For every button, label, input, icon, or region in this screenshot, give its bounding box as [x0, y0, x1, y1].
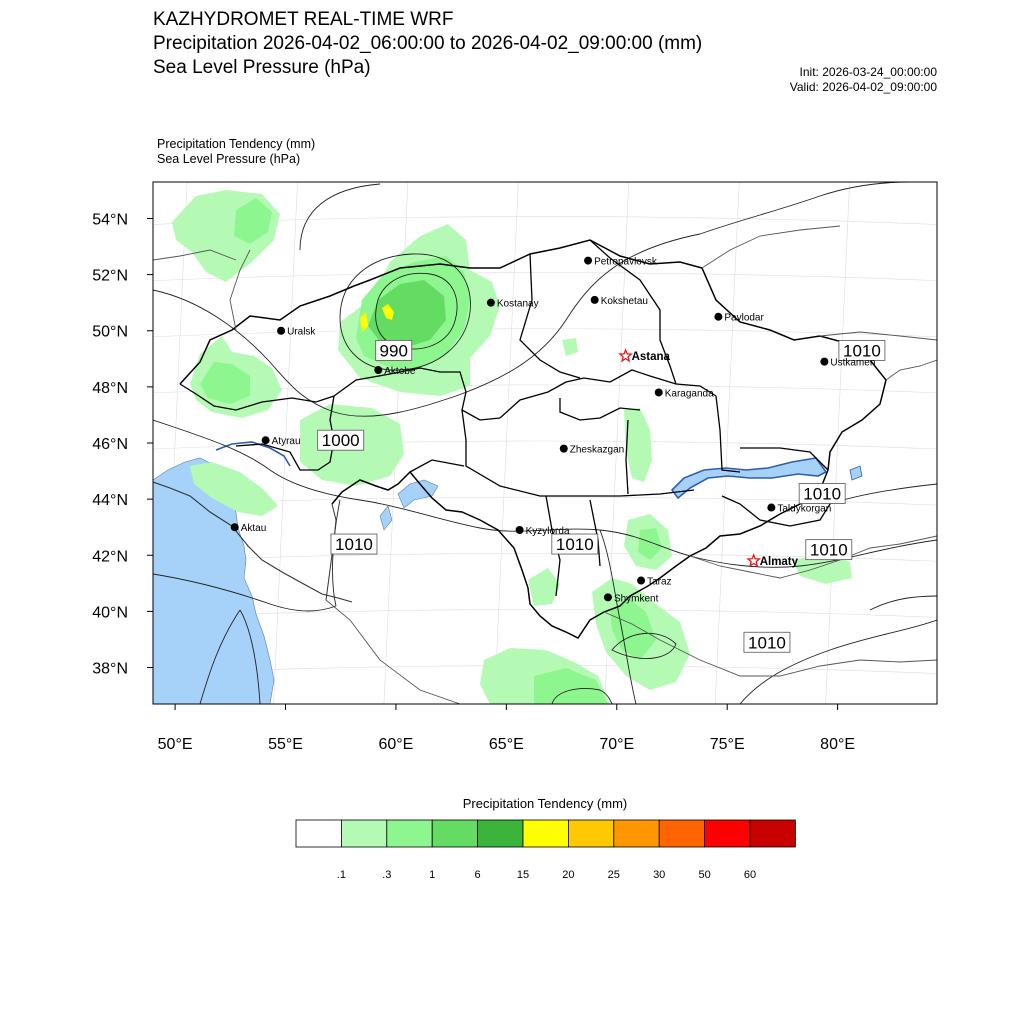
field-label-slp: Sea Level Pressure (hPa) [157, 152, 301, 166]
colorbar-tick-label: 15 [516, 869, 530, 881]
svg-text:1010: 1010 [842, 341, 881, 361]
city-dot-icon [487, 299, 495, 307]
lat-tick-label: 52°N [92, 267, 128, 285]
parallel-line [153, 273, 937, 281]
isobar-label [318, 430, 364, 450]
city-label: Aktau [240, 523, 267, 535]
colorbar-tick-label: 60 [743, 869, 757, 881]
svg-text:1010: 1010 [803, 484, 842, 504]
map-subtitle-slp: Sea Level Pressure (hPa) [153, 57, 371, 78]
lon-tick-label: 50°E [157, 736, 193, 753]
city-label: Atyrau [271, 436, 301, 448]
city-uralsk [277, 327, 316, 338]
colorbar [296, 820, 795, 881]
init-time: Init: 2026-03-24_00:00:00 [799, 65, 937, 79]
lake-alakol [850, 466, 862, 480]
colorbar-swatch [341, 820, 386, 847]
field-label-precip: Precipitation Tendency (mm) [157, 137, 316, 151]
city-pavlodar [714, 313, 764, 324]
colorbar-swatch [705, 820, 750, 847]
valid-time: Valid: 2026-04-02_09:00:00 [789, 80, 937, 94]
pressure-isobars [153, 182, 937, 704]
city-taraz [637, 577, 671, 588]
isobar-label [376, 340, 412, 360]
graticule [153, 182, 937, 704]
city-dot-icon [516, 526, 524, 534]
colorbar-swatch [296, 820, 341, 847]
lat-tick-label: 48°N [92, 379, 128, 397]
isobar-label [552, 534, 598, 554]
city-label: Zheskazgan [569, 444, 625, 456]
lat-tick-label: 40°N [92, 604, 128, 622]
svg-text:1000: 1000 [321, 431, 360, 451]
map-subtitle-precip: Precipitation 2026-04-02_06:00:00 to 2026-04-02_09:00:00 (mm) [153, 33, 703, 54]
city-taldykorgan [767, 504, 831, 515]
colorbar-swatch [568, 820, 613, 847]
svg-text:990: 990 [379, 341, 408, 361]
capital-star-icon [748, 555, 759, 566]
city-label: Shymkent [613, 593, 659, 605]
parallel-line [153, 609, 937, 617]
city-dot-icon [262, 436, 270, 444]
city-dot-icon [277, 327, 285, 335]
city-almaty [748, 555, 799, 568]
colorbar-tick-label: 50 [698, 869, 711, 881]
lon-tick-label: 65°E [488, 736, 524, 753]
city-astana [620, 350, 671, 363]
city-kokshetau [591, 296, 648, 307]
colorbar-swatch [614, 820, 659, 847]
lat-tick-label: 44°N [92, 492, 128, 510]
isobar-label [744, 632, 790, 652]
map-title: KAZHYDROMET REAL-TIME WRF [153, 9, 454, 30]
city-dot-icon [374, 366, 382, 374]
colorbar-title: Precipitation Tendency (mm) [462, 796, 628, 811]
map-frame [153, 182, 937, 704]
colorbar-swatch [750, 820, 795, 847]
city-label: Taldykorgan [777, 503, 832, 515]
aral-sea [398, 480, 438, 508]
lon-tick-label: 70°E [599, 736, 635, 753]
lat-tick-label: 46°N [92, 436, 128, 453]
city-dot-icon [820, 358, 828, 366]
colorbar-tick-label: 20 [562, 869, 575, 881]
city-label: Kostanay [496, 298, 539, 310]
city-label: Astana [631, 351, 670, 363]
svg-text:1010: 1010 [335, 535, 373, 555]
isobar-label [799, 484, 845, 504]
lon-tick-label: 60°E [378, 736, 414, 753]
city-zheskazgan [560, 445, 624, 456]
city-dot-icon [714, 313, 722, 321]
city-label: Uralsk [287, 326, 316, 338]
city-dot-icon [231, 523, 239, 531]
city-dot-icon [584, 257, 592, 265]
isobar-label [806, 540, 852, 560]
colorbar-tick-label: 6 [474, 869, 481, 881]
colorbar-tick-label: 25 [607, 869, 620, 881]
city-dot-icon [604, 593, 612, 601]
meridian-line [826, 182, 850, 704]
svg-text:1010: 1010 [555, 535, 594, 555]
capital-star-icon [620, 350, 631, 361]
city-label: Kokshetau [600, 295, 648, 307]
city-label: Ustkamen [830, 357, 876, 369]
city-label: Taraz [647, 576, 672, 588]
city-karaganda [655, 388, 714, 399]
city-dot-icon [637, 577, 645, 585]
lon-tick-label: 75°E [709, 736, 745, 753]
latitude-axis [92, 211, 153, 677]
city-label: Petropavlovsk [594, 256, 657, 268]
lat-tick-label: 42°N [92, 548, 128, 566]
colorbar-tick-label: 1 [429, 869, 436, 881]
colorbar-tick-label: .1 [336, 869, 346, 881]
colorbar-swatch [659, 820, 704, 847]
svg-text:1010: 1010 [748, 633, 786, 653]
city-label: Almaty [759, 555, 799, 568]
city-label: Kyzylorda [525, 526, 570, 537]
colorbar-swatch [387, 820, 432, 847]
colorbar-swatch [523, 820, 568, 847]
city-dot-icon [767, 504, 775, 512]
city-label: Karaganda [664, 388, 714, 400]
lat-tick-label: 54°N [92, 211, 128, 229]
isobar-label [331, 534, 377, 554]
city-ustkamen [820, 358, 875, 369]
colorbar-swatch [432, 820, 477, 847]
lat-tick-label: 50°N [92, 323, 128, 341]
colorbar-swatch [478, 820, 523, 847]
lon-tick-label: 80°E [820, 736, 856, 753]
lon-tick-label: 55°E [268, 736, 303, 753]
city-label: Aktobe [384, 366, 416, 378]
colorbar-tick-label: .3 [382, 869, 392, 881]
colorbar-tick-label: 30 [653, 869, 666, 881]
city-label: Pavlodar [724, 312, 764, 324]
city-petropavlovsk [584, 257, 658, 268]
longitude-axis [158, 704, 855, 753]
lat-tick-label: 38°N [92, 660, 128, 678]
city-dot-icon [591, 296, 599, 304]
city-dot-icon [655, 388, 663, 396]
city-dot-icon [560, 445, 568, 453]
svg-text:1010: 1010 [809, 540, 848, 560]
aral-sea-south [380, 506, 392, 530]
